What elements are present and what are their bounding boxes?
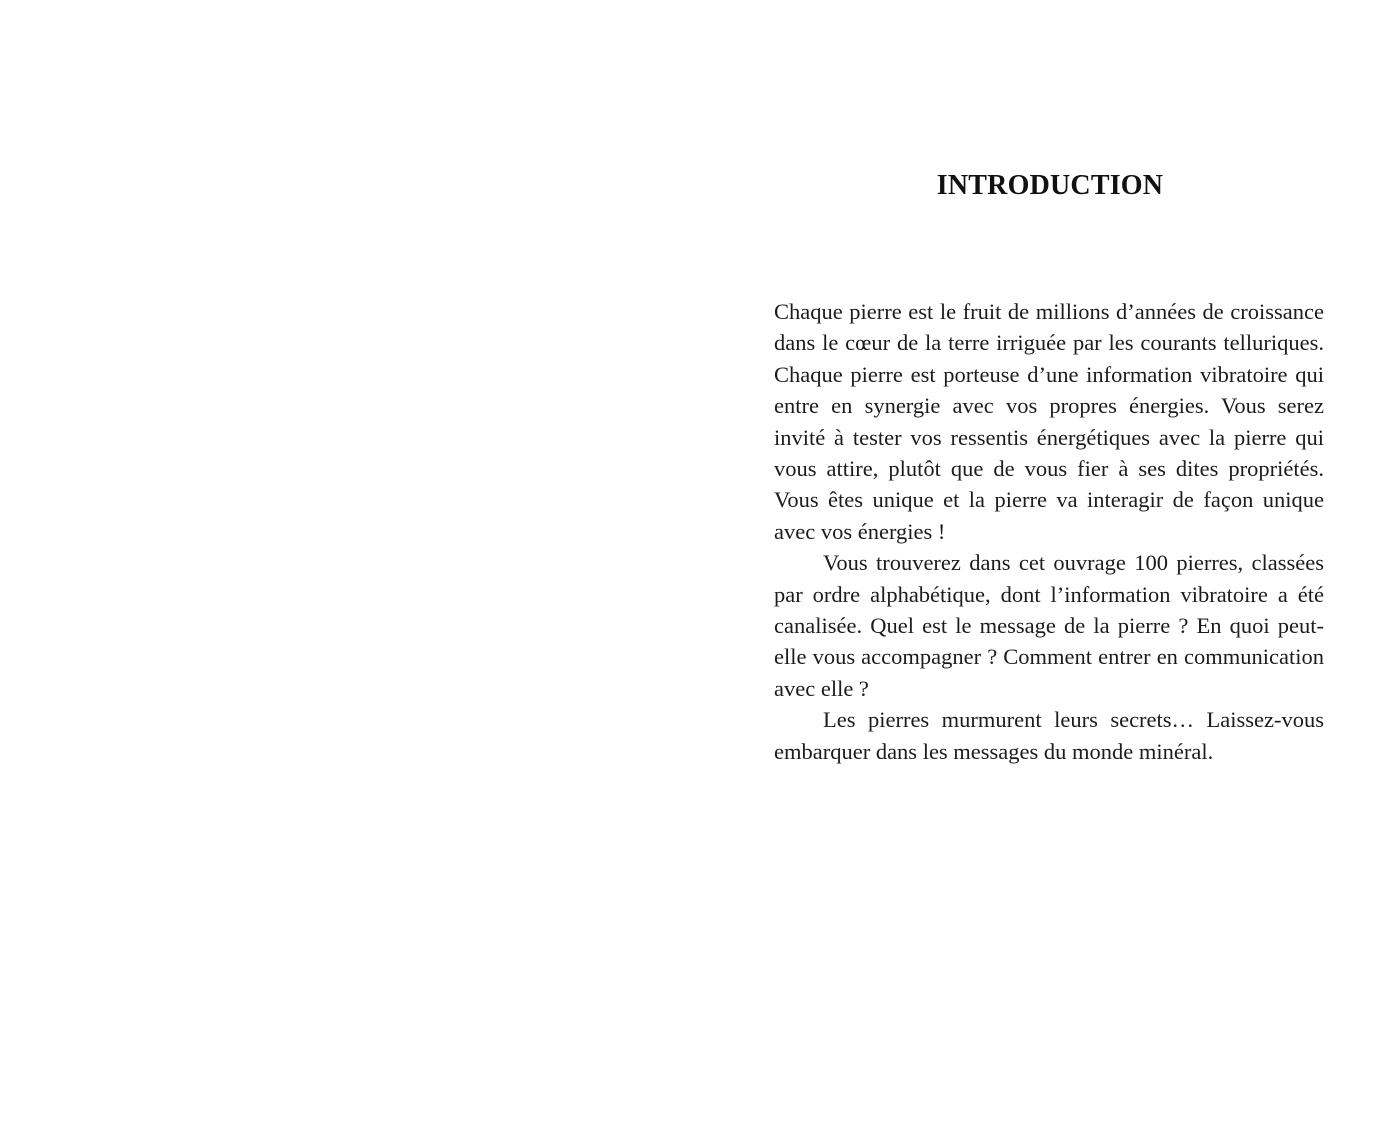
- paragraph-3: Les pierres murmurent leurs secrets… Laissez-vous embarquer dans les messages du monde minéral.: [774, 707, 1324, 764]
- paragraph-1: Chaque pierre est le fruit de millions d’années de croissance dans le cœur de la terre irriguée par les courants telluriques. Chaque pierre est porteuse d’une information vibratoire qui entre en synergie avec vos propres énergies. Vous serez invité à tester vos ressentis énergétiques avec la pierre qui vous attire, plutôt que de vous fier à ses dites propriétés. Vous êtes unique et la pierre va interagir de façon unique avec vos énergies !: [774, 299, 1324, 544]
- introduction-body: [774, 296, 1324, 767]
- page-title: INTRODUCTION: [936, 170, 1164, 201]
- right-page: [700, 0, 1400, 1133]
- paragraph-2: Vous trouverez dans cet ouvrage 100 pierres, classées par ordre alphabétique, dont l’information vibratoire a été canalisée. Quel est le message de la pierre ? En quoi peut-elle vous accompagner ? Comment entrer en communication avec elle ?: [774, 550, 1324, 701]
